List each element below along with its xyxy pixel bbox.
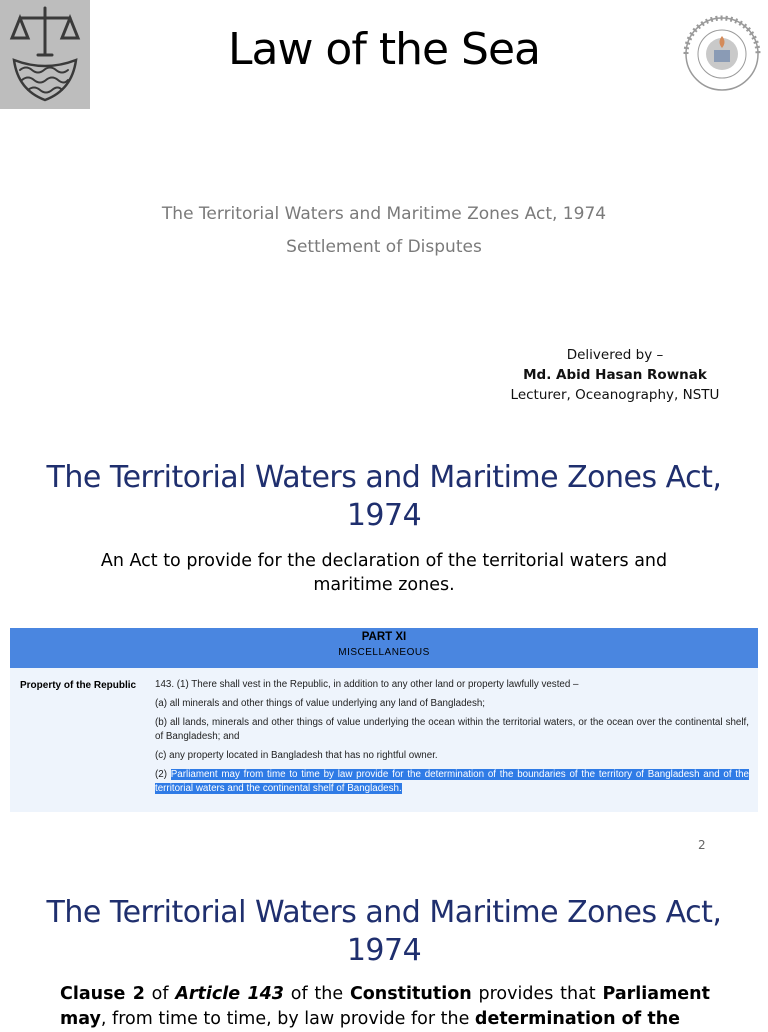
part-number: PART XI	[361, 631, 407, 643]
delivered-by-label: Delivered by –	[566, 347, 664, 363]
subtitle-disputes: Settlement of Disputes	[286, 237, 482, 257]
clause-text-1: of	[144, 984, 176, 1004]
presenter-name: Md. Abid Hasan Rownak	[523, 367, 707, 383]
parliament-may: Parliament may	[60, 984, 710, 1029]
page-number: 2	[698, 838, 706, 852]
clause-text-2: of the	[283, 984, 350, 1004]
table-body	[10, 668, 758, 812]
presentation-title: Law of the Sea	[227, 24, 540, 75]
article-ref: Article 143	[175, 984, 284, 1004]
slide2-title-line2: 1974	[346, 498, 422, 533]
clause-text-3: provides that	[471, 984, 603, 1004]
clause-143-2-prefix: (2)	[155, 769, 171, 780]
subtitle-act: The Territorial Waters and Maritime Zones Act, 1974	[161, 204, 607, 224]
constitution-excerpt-table	[10, 628, 758, 812]
clause-paragraph	[60, 982, 710, 1032]
slide3-title-line2: 1974	[346, 933, 422, 968]
slide3-title	[0, 894, 768, 970]
clause-143-1-b: (b) all lands, minerals and other things of value underlying the ocean within the territorial waters, or the ocean over the continental shelf, of Bangladesh; and	[155, 717, 749, 742]
clause-143-1: 143. (1) There shall vest in the Republic, in addition to any other land or property lawfully vested –	[155, 679, 579, 690]
act-description: An Act to provide for the declaration of the territorial waters and maritime zones.	[100, 551, 668, 595]
presenter-affiliation: Lecturer, Oceanography, NSTU	[510, 387, 720, 403]
slide2-title-line1: The Territorial Waters and Maritime Zones Act,	[46, 460, 722, 495]
clause-143-1-a: (a) all minerals and other things of value underlying any land of Bangladesh;	[155, 698, 486, 709]
highlighted-text: Parliament may from time to time by law provide for the determination of the boundaries of the territory of Bangladesh and of the territorial waters and the continental shelf of Bangladesh.	[155, 769, 749, 794]
presenter-block	[430, 345, 768, 405]
part-name: MISCELLANEOUS	[338, 647, 430, 658]
constitution-ref: Constitution	[349, 984, 472, 1004]
slide3-title-line1: The Territorial Waters and Maritime Zones Act,	[46, 895, 722, 930]
slide2-title	[0, 459, 768, 535]
clause-ref: Clause 2	[60, 984, 145, 1004]
clause-143-1-c: (c) any property located in Bangladesh that has no rightful owner.	[155, 750, 438, 761]
clause-text-4: , from time to time, by law provide for the	[100, 1009, 475, 1029]
table-header	[10, 628, 758, 668]
clause-list	[155, 678, 749, 801]
determination-of: determination of the	[474, 1009, 681, 1029]
row-label: Property of the Republic	[20, 680, 137, 691]
clause-143-2	[155, 768, 749, 796]
